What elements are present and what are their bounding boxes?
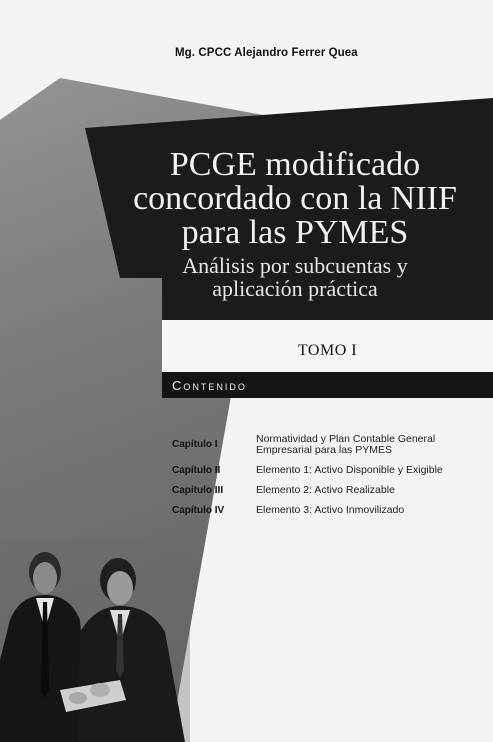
contents-heading: Contenido: [172, 378, 247, 393]
chapter-title-line: Elemento 1: Activo Disponible y Exigible: [256, 464, 443, 476]
book-subtitle: [150, 254, 440, 300]
chapter-title: [256, 434, 435, 456]
chapter-label: Capítulo IV: [172, 505, 225, 516]
chapter-title: [256, 465, 443, 476]
author-name: Mg. CPCC Alejandro Ferrer Quea: [175, 47, 358, 59]
subtitle-line: Análisis por subcuentas y: [182, 253, 408, 278]
chapter-title: [256, 505, 404, 516]
chapter-label: Capítulo III: [172, 485, 224, 496]
chapter-title-line: Elemento 2: Activo Realizable: [256, 484, 395, 496]
toc-row: [172, 465, 472, 476]
book-title: [110, 148, 480, 250]
chapter-title-line: Normatividad y Plan Contable General: [256, 433, 436, 445]
volume-label: TOMO I: [297, 342, 358, 359]
businessmen-photo: [0, 540, 190, 742]
chapter-title-line: Elemento 3: Activo Inmovilizado: [256, 504, 405, 516]
toc-row: [172, 505, 472, 516]
subtitle-line: aplicación práctica: [212, 276, 378, 301]
chapter-label: Capítulo I: [172, 439, 218, 450]
chapter-title: [256, 485, 395, 496]
title-line: para las PYMES: [181, 214, 409, 251]
title-line: PCGE modificado: [169, 146, 421, 183]
chapter-title-line: Empresarial para las PYMES: [256, 444, 392, 456]
toc-row: [172, 434, 472, 456]
chapter-label: Capítulo II: [172, 465, 221, 476]
toc-row: [172, 485, 472, 496]
table-of-contents: [172, 434, 472, 525]
title-line: concordado con la NIIF: [133, 180, 457, 217]
